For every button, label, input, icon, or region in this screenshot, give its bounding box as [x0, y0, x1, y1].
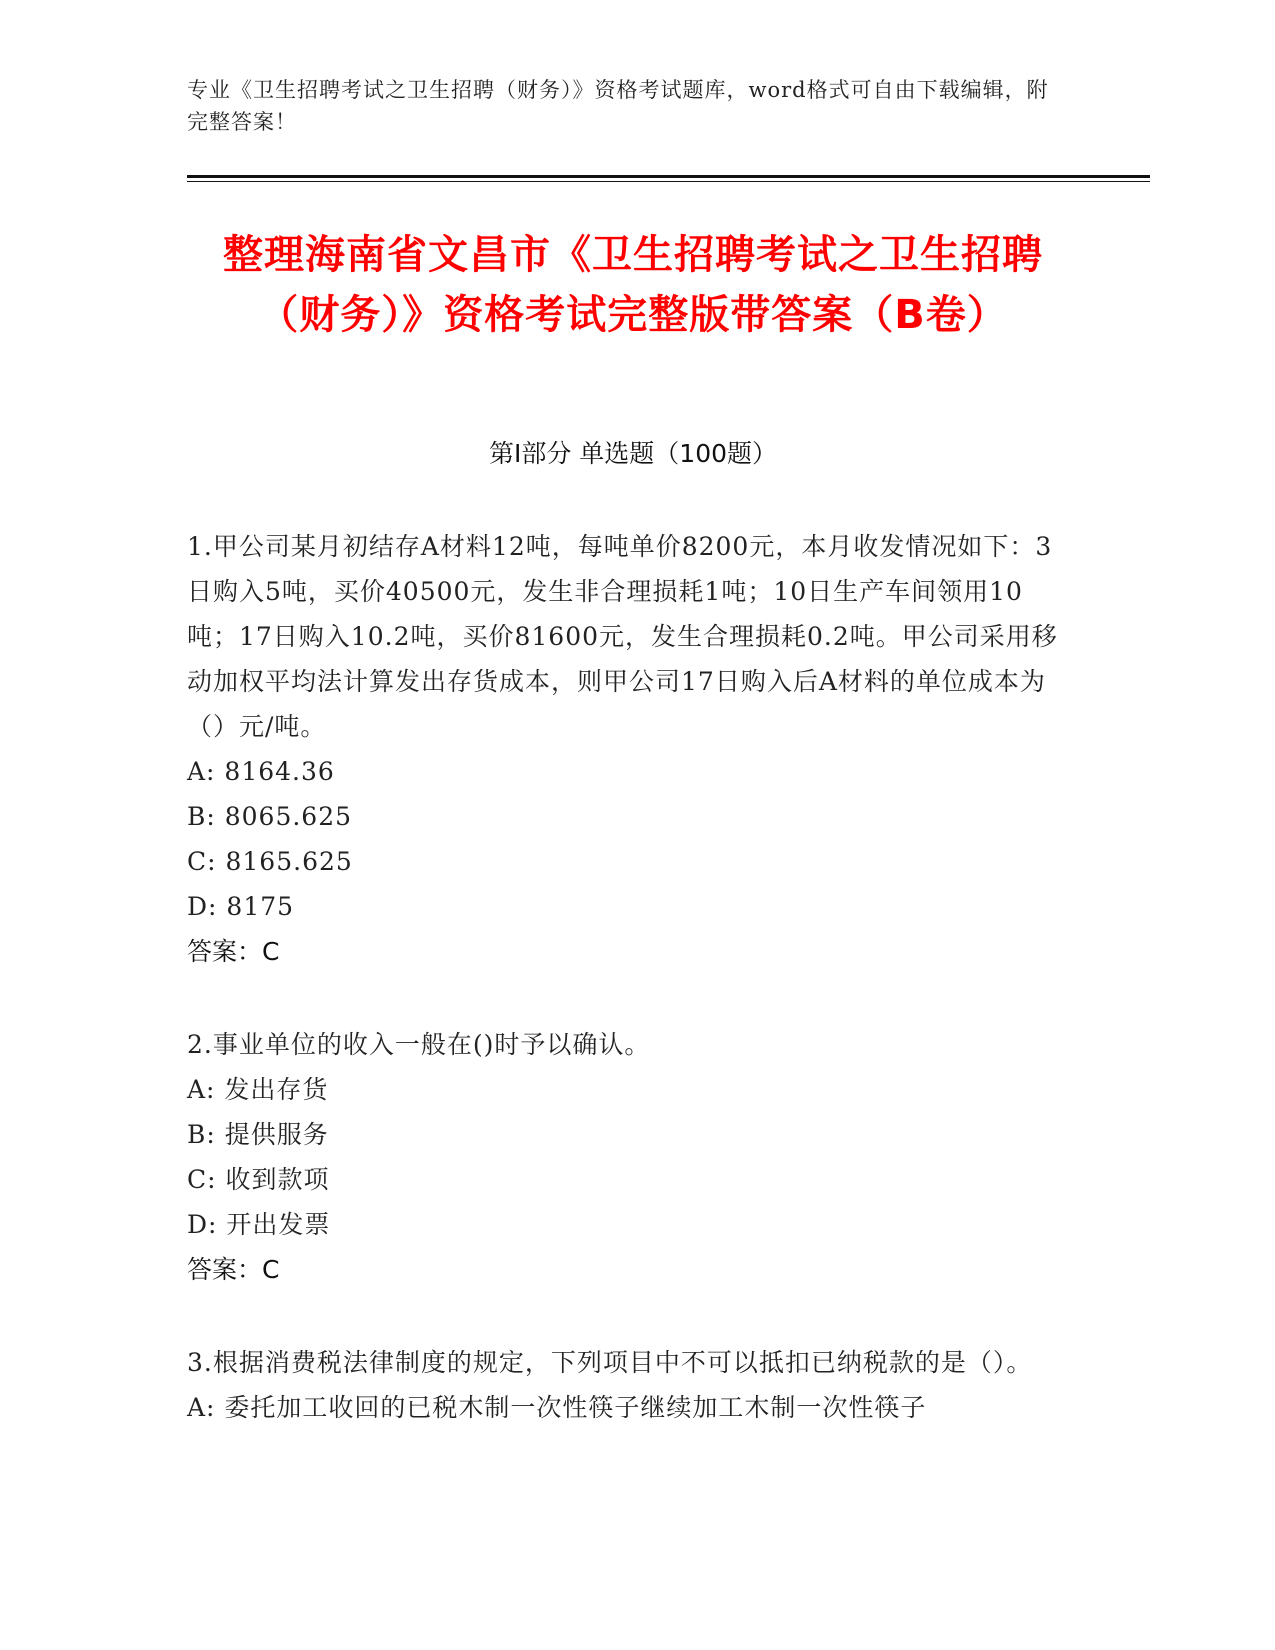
option-c: C: 8165.625 — [187, 847, 353, 876]
question-stem: 2.事业单位的收入一般在()时予以确认。 — [187, 1030, 651, 1059]
option-b: B: 8065.625 — [187, 802, 353, 831]
document-title: 整理海南省文昌市《卫生招聘考试之卫生招聘（财务）》资格考试完整版带答案（B卷） — [223, 232, 1043, 338]
option-a: A: 委托加工收回的已税木制一次性筷子继续加工木制一次性筷子 — [187, 1393, 927, 1422]
option-a: A: 发出存货 — [187, 1075, 329, 1104]
option-c: C: 收到款项 — [187, 1165, 330, 1194]
answer-label: 答案：C — [187, 1255, 280, 1284]
question-1 — [187, 524, 1067, 974]
header-note: 专业《卫生招聘考试之卫生招聘（财务）》资格考试题库，word格式可自由下载编辑，附完整答案！ — [187, 78, 1049, 134]
option-a: A: 8164.36 — [187, 757, 335, 786]
question-stem: 3.根据消费税法律制度的规定，下列项目中不可以抵扣已纳税款的是（）。 — [187, 1348, 1033, 1377]
question-list — [187, 524, 1067, 1478]
option-b: B: 提供服务 — [187, 1120, 329, 1149]
option-d: D: 8175 — [187, 892, 295, 921]
question-3 — [187, 1340, 1067, 1430]
answer-label: 答案：C — [187, 937, 280, 966]
question-stem: 1.甲公司某月初结存A材料12吨，每吨单价8200元，本月收发情况如下：3日购入5吨，买价40500元，发生非合理损耗1吨；10日生产车间领用10吨；17日购入10.2吨，买价81600元，发生合理损耗0.2吨。甲公司采用移动加权平均法计算发出存货成本，则甲公司17日购入后A材料的单位成本为（）元/吨。 — [187, 532, 1058, 741]
header-divider-thick — [187, 175, 1150, 178]
header-divider-thin — [187, 181, 1150, 182]
question-2 — [187, 1022, 1067, 1292]
section-title: 第I部分 单选题（100题） — [488, 439, 778, 468]
option-d: D: 开出发票 — [187, 1210, 331, 1239]
